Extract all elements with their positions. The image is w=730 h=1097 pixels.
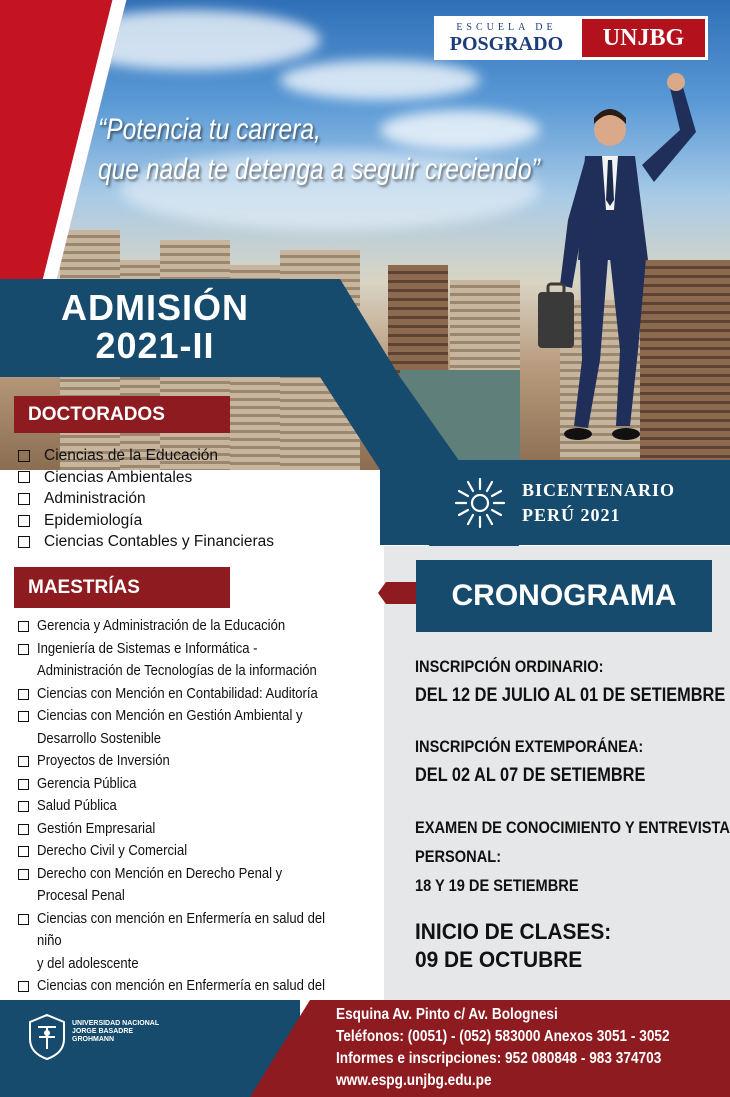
footer-phones: Teléfonos: (0051) - (052) 583000 Anexos 3051 - 3052 — [336, 1028, 670, 1045]
inicio-clases: INICIO DE CLASES: 09 DE OCTUBRE — [415, 919, 612, 972]
list-item: Gerencia y Administración de la Educación — [18, 615, 388, 638]
arrow-left-icon — [378, 582, 418, 604]
quote-line-1: “Potencia tu carrera, — [98, 113, 321, 146]
list-item: Ciencias con mención en Enfermería en salud del — [18, 975, 388, 1020]
checkbox-icon — [18, 846, 29, 857]
list-item: Gestión Empresarial — [18, 818, 388, 841]
doctorados-list — [18, 445, 348, 553]
checkbox-icon — [18, 689, 29, 700]
checkbox-icon — [18, 471, 30, 483]
checkbox-icon — [18, 450, 30, 462]
footer-website-link[interactable]: www.espg.unjbg.edu.pe — [336, 1072, 492, 1089]
bicentenario-text — [522, 478, 675, 528]
list-item: Administración — [18, 488, 348, 510]
list-item: Salud Pública — [18, 795, 388, 818]
doctorados-header: DOCTORADOS — [14, 396, 230, 433]
university-seal-icon — [26, 1013, 68, 1061]
bicentenario-line-1: BICENTENARIO — [522, 480, 676, 500]
list-item: Ciencias con Mención en Gestión Ambiental y Desarrollo Sostenible — [18, 705, 388, 750]
checkbox-icon — [18, 779, 29, 790]
checkbox-icon — [18, 756, 29, 767]
inscripcion-ordinario: INSCRIPCIÓN ORDINARIO: DEL 12 DE JULIO AL 01 DE SETIEMBRE — [415, 657, 726, 706]
checkbox-icon — [18, 824, 29, 835]
posgrado-label: POSGRADO — [449, 32, 564, 55]
businessman-figure — [530, 70, 730, 470]
list-item: Ciencias de la Educación — [18, 445, 348, 467]
list-item: Ciencias Contables y Financieras — [18, 531, 348, 553]
maestrias-list — [18, 615, 388, 1020]
cronograma-header: CRONOGRAMA — [416, 560, 712, 632]
escuela-posgrado-logo — [434, 16, 579, 60]
footer-address: Esquina Av. Pinto c/ Av. Bolognesi — [336, 1006, 558, 1023]
checkbox-icon — [18, 869, 29, 880]
list-item: Gerencia Pública — [18, 773, 388, 796]
list-item: Derecho Civil y Comercial — [18, 840, 388, 863]
checkbox-icon — [18, 493, 30, 505]
bicentenario-line-2: PERÚ 2021 — [522, 505, 621, 525]
admission-line-2: 2021-II — [95, 325, 215, 366]
checkbox-icon — [18, 711, 29, 722]
unjbg-logo: UNJBG — [582, 19, 705, 57]
maestrias-header: MAESTRÍAS — [14, 567, 230, 608]
checkbox-icon — [18, 914, 29, 925]
checkbox-icon — [18, 801, 29, 812]
escuela-label: ESCUELA DE — [456, 21, 557, 33]
admission-line-1: ADMISIÓN — [61, 287, 249, 328]
list-item: Ingeniería de Sistemas e Informática - Administración de Tecnologías de la información — [18, 638, 388, 683]
checkbox-icon — [18, 515, 30, 527]
list-item: Derecho con Mención en Derecho Penal y Procesal Penal — [18, 863, 388, 908]
inscripcion-extemporanea: INSCRIPCIÓN EXTEMPORÁNEA: DEL 02 AL 07 DE SETIEMBRE — [415, 737, 646, 786]
examen-conocimiento: EXAMEN DE CONOCIMIENTO Y ENTREVISTA PERSONAL: 18 Y 19 DE SETIEMBRE — [415, 818, 730, 895]
checkbox-icon — [18, 981, 29, 992]
checkbox-icon — [18, 621, 29, 632]
admission-title — [0, 289, 310, 365]
hero-quote — [98, 112, 578, 188]
university-name: UNIVERSIDAD NACIONAL JORGE BASADRE GROHMANN — [72, 1020, 160, 1043]
header-logos — [434, 16, 708, 60]
bicentenario-icon — [452, 475, 508, 531]
list-item: Ciencias Ambientales — [18, 467, 348, 489]
list-item: Ciencias con mención en Enfermería en salud del niño y del adolescente — [18, 908, 388, 976]
list-item: Ciencias con Mención en Contabilidad: Auditoría — [18, 683, 388, 706]
footer-contact — [336, 1004, 715, 1092]
checkbox-icon — [18, 536, 30, 548]
quote-line-2: que nada te detenga a seguir creciendo” — [98, 153, 540, 186]
list-item: Proyectos de Inversión — [18, 750, 388, 773]
list-item: Epidemiología — [18, 510, 348, 532]
footer-informes: Informes e inscripciones: 952 080848 - 983 374703 — [336, 1050, 662, 1067]
checkbox-icon — [18, 644, 29, 655]
